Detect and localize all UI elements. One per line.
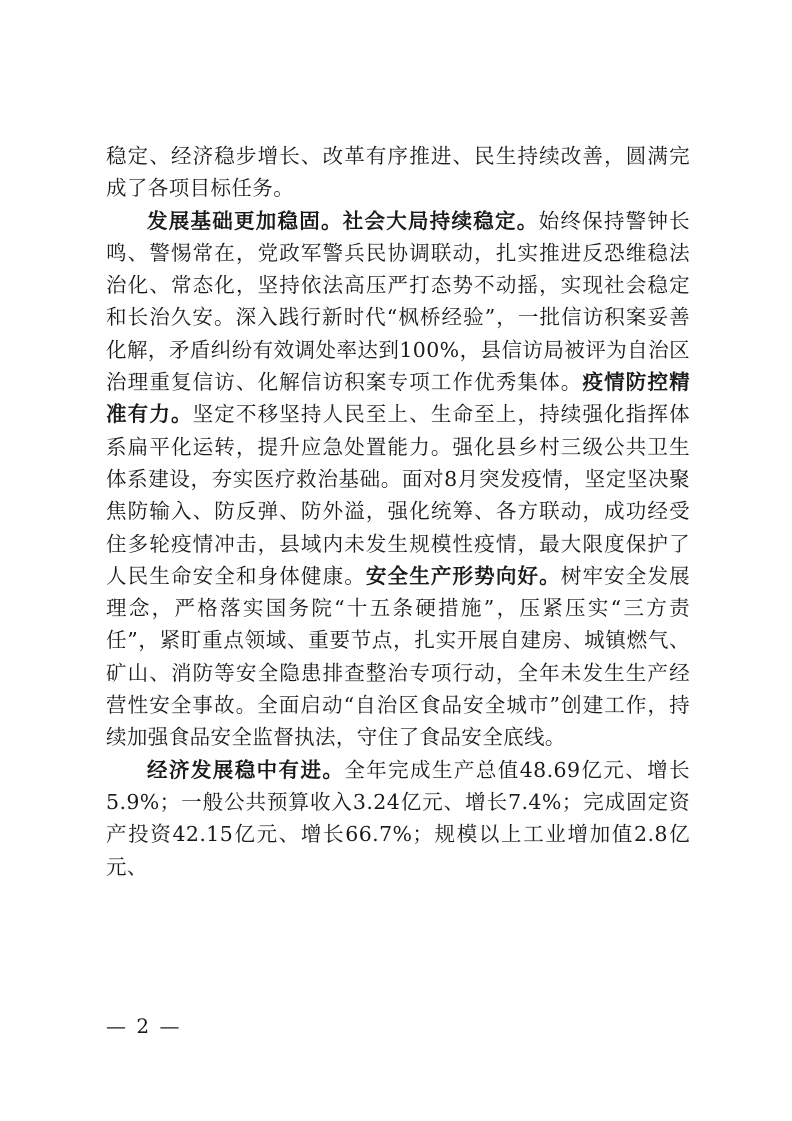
heading-economic-development: 经济发展稳中有进。	[147, 757, 345, 782]
paragraph-1-text: 稳定、经济稳步增长、改革有序推进、民生持续改善，圆满完成了各项目标任务。	[106, 144, 690, 201]
paragraph-3-text-economy: 全年完成生产总值48.69亿元、增长5.9%；一般公共预算收入3.24亿元、增长7.4%；完成固定资产投资42.15亿元、增长66.7%；规模以上工业增加值2.8亿元、	[106, 757, 690, 879]
paragraph-2	[106, 205, 690, 754]
page-number: — 2 —	[106, 1014, 182, 1038]
heading-development-foundation: 发展基础更加稳固。社会大局持续稳定。	[147, 208, 539, 233]
heading-production-safety: 安全生产形势向好。	[365, 563, 561, 588]
paragraph-1	[106, 140, 690, 205]
paragraph-3	[106, 754, 690, 883]
document-body	[106, 140, 690, 883]
paragraph-2-text-social-stability: 始终保持警钟长鸣、警惕常在，党政军警兵民协调联动，扎实推进反恐维稳法治化、常态化，坚持依法高压严打态势不动摇，实现社会稳定和长治久安。深入践行新时代“枫桥经验”，一批信访积案妥善化解，矛盾纠纷有效调处率达到100%，县信访局被评为自治区治理重复信访、化解信访积案专项工作优秀集体。	[106, 208, 690, 395]
paragraph-2-text-epidemic: 坚定不移坚持人民至上、生命至上，持续强化指挥体系扁平化运转，提升应急处置能力。强化县乡村三级公共卫生体系建设，夯实医疗救治基础。面对8月突发疫情，坚定坚决聚焦防输入、防反弹、防外溢，强化统筹、各方联动，成功经受住多轮疫情冲击，县域内未发生规模性疫情，最大限度保护了人民生命安全和身体健康。	[106, 402, 690, 588]
heading-epidemic-control: 疫情防控精准有力。	[106, 370, 690, 427]
paragraph-2-text-safety: 树牢安全发展理念，严格落实国务院“十五条硬措施”，压紧压实“三方责任”，紧盯重点领域、重要节点，扎实开展自建房、城镇燃气、矿山、消防等安全隐患排查整治专项行动，全年未发生生产经营性安全事故。全面启动“自治区食品安全城市”创建工作，持续加强食品安全监督执法，守住了食品安全底线。	[106, 563, 690, 750]
